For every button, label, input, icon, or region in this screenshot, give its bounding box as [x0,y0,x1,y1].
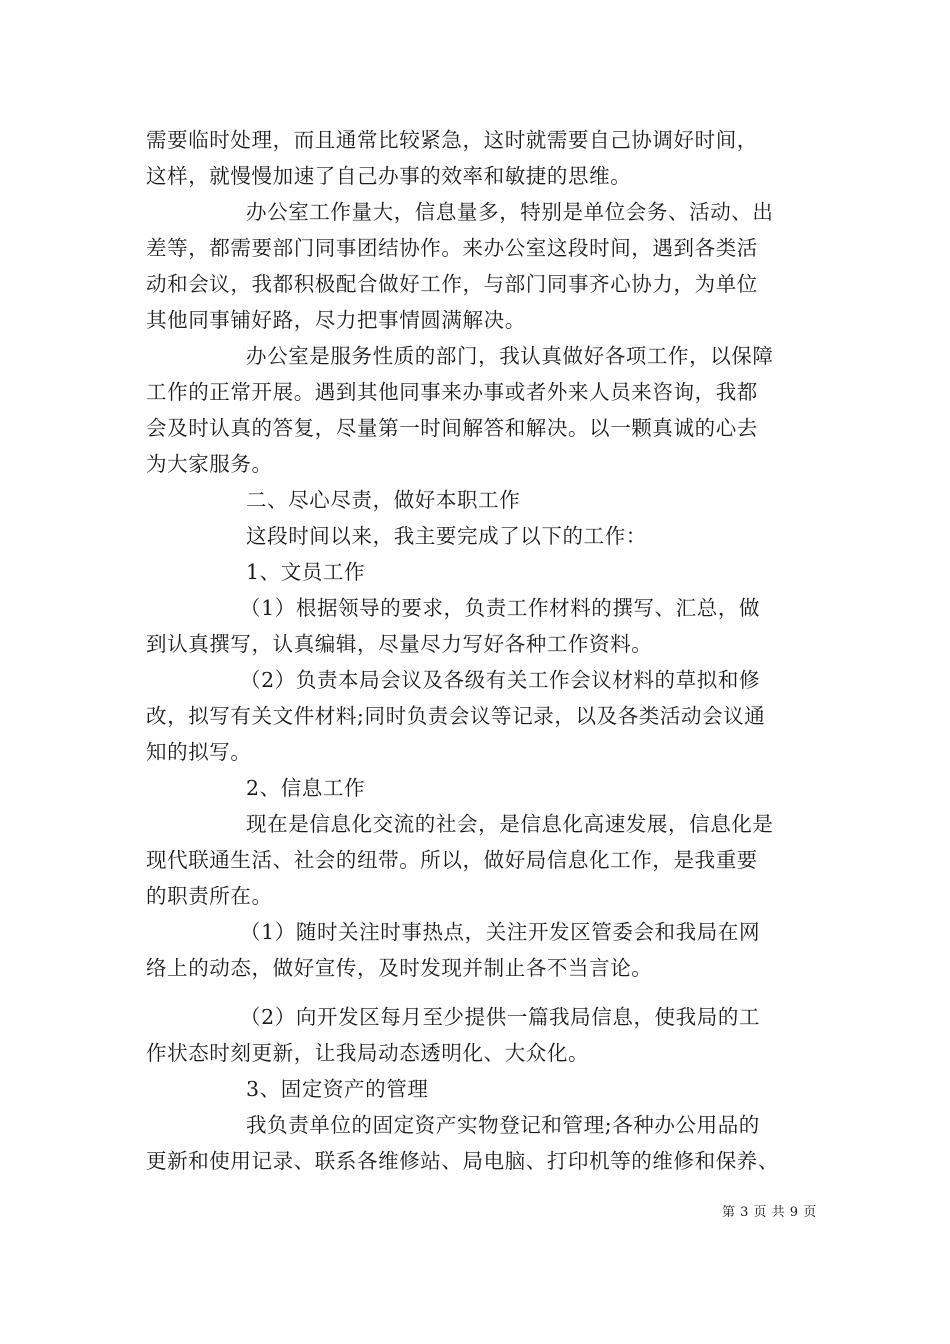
text-line: 到认真撰写，认真编辑，尽量尽力写好各种工作资料。 [146,632,653,656]
text-line: （1）随时关注时事热点，关注开发区管委会和我局在网 [240,920,761,944]
text-line: （2）向开发区每月至少提供一篇我局信息，使我局的工 [240,1005,761,1029]
text-line: 这样，就慢慢加速了自己办事的效率和敏捷的思维。 [146,164,632,188]
text-line: 办公室工作量大，信息量多，特别是单位会务、活动、出 [246,200,774,224]
text-line: 我负责单位的固定资产实物登记和管理;各种办公用品的 [246,1113,760,1137]
text-line: 需要临时处理，而且通常比较紧急，这时就需要自己协调好时间， [146,128,758,152]
text-line: 作状态时刻更新，让我局动态透明化、大众化。 [146,1041,590,1065]
subsection-heading: 2、信息工作 [246,776,366,800]
text-line: 的职责所在。 [146,884,273,908]
text-line: 现在是信息化交流的社会，是信息化高速发展，信息化是 [246,812,774,836]
page-number-footer: 第 3 页 共 9 页 [722,1205,817,1220]
text-line: 络上的动态，做好宣传，及时发现并制止各不当言论。 [146,956,653,980]
text-line: 差等，都需要部门同事团结协作。来办公室这段时间，遇到各类活 [146,236,758,260]
text-line: 改，拟写有关文件材料;同时负责会议等记录，以及各类活动会议通 [146,704,766,728]
text-line: 更新和使用记录、联系各维修站、局电脑、打印机等的维修和保养、 [146,1149,779,1173]
text-line: （1）根据领导的要求，负责工作材料的撰写、汇总，做 [240,596,761,620]
section-heading: 二、尽心尽责，做好本职工作 [246,488,521,512]
text-line: 办公室是服务性质的部门，我认真做好各项工作，以保障 [246,344,774,368]
text-line: 工作的正常开展。遇到其他同事来办事或者外来人员来咨询，我都 [146,380,758,404]
text-line: 现代联通生活、社会的纽带。所以，做好局信息化工作，是我重要 [146,848,758,872]
text-line: 动和会议，我都积极配合做好工作，与部门同事齐心协力，为单位 [146,272,758,296]
text-line: 会及时认真的答复，尽量第一时间解答和解决。以一颗真诚的心去 [146,416,758,440]
text-line: 知的拟写。 [146,740,252,764]
text-line: 为大家服务。 [146,452,273,476]
text-line: （2）负责本局会议及各级有关工作会议材料的草拟和修 [240,668,761,692]
text-line: 这段时间以来，我主要完成了以下的工作： [246,524,647,548]
subsection-heading: 3、固定资产的管理 [246,1077,429,1101]
subsection-heading: 1、文员工作 [246,560,366,584]
text-line: 其他同事铺好路，尽力把事情圆满解决。 [146,308,526,332]
